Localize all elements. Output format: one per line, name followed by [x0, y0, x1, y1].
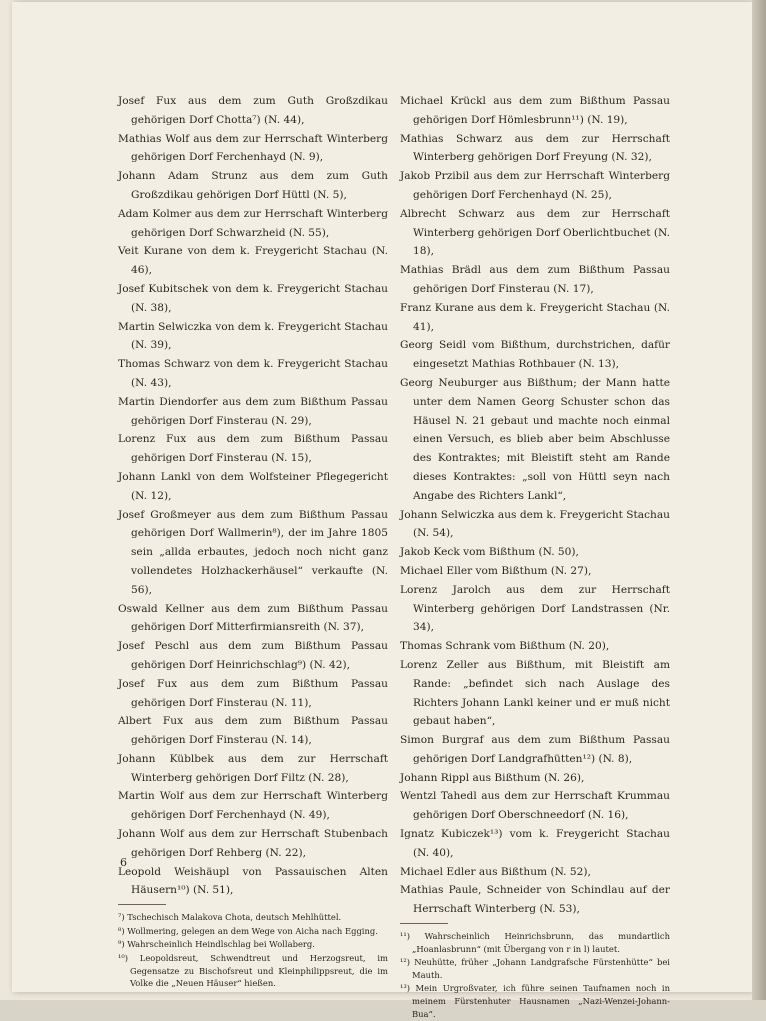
settler-entry: Jakob Przibil aus dem zur Herrschaft Winterberg gehörigen Dorf Ferchenhayd (N. 25), — [400, 170, 670, 201]
settler-entry: Franz Kurane aus dem k. Freygericht Stachau (N. 41), — [400, 301, 670, 333]
left-footnote-list — [118, 911, 388, 990]
page-number: 6 — [120, 856, 127, 869]
footnote: ¹¹) Wahrscheinlich Heinrichsbrunn, das mundartlich „Hoanlasbrunn“ (mit Übergang von r in l) lautet. — [400, 931, 670, 954]
settler-entry: Jakob Keck vom Bißthum (N. 50), — [400, 546, 579, 559]
settler-entry: Martin Selwiczka von dem k. Freygericht Stachau (N. 39), — [118, 320, 388, 352]
settler-entry: Josef Großmeyer aus dem zum Bißthum Passau gehörigen Dorf Wallmerin⁸), der im Jahre 1805 sein „allda erbautes, jedoch noch nicht ganz vollendetes Holzhackerhäusel“ verkaufte (N. 56), — [118, 508, 388, 596]
settler-entry: Johann Rippl aus Bißthum (N. 26), — [400, 771, 585, 784]
settler-entry: Martin Diendorfer aus dem zum Bißthum Passau gehörigen Dorf Finsterau (N. 29), — [118, 395, 388, 427]
settler-entry: Mathias Paule, Schneider von Schindlau auf der Herrschaft Winterberg (N. 53), — [400, 884, 670, 916]
footnote-rule-left — [118, 904, 166, 905]
settler-entry: Michael Krückl aus dem zum Bißthum Passau gehörigen Dorf Hömlesbrunn¹¹) (N. 19), — [400, 95, 670, 126]
settler-entry: Simon Burgraf aus dem zum Bißthum Passau gehörigen Dorf Landgrafhütten¹²) (N. 8), — [400, 734, 670, 765]
right-footnote-list — [400, 930, 670, 1020]
settler-entry: Michael Edler aus Bißthum (N. 52), — [400, 865, 591, 878]
left-column — [118, 92, 388, 991]
footnote: ¹³) Mein Urgroßvater, ich führe seinen Taufnamen noch in meinem Fürstenhuter Hausnamen „Nazi-Wenzei-Johann-Bua“. — [400, 983, 670, 1019]
right-entry-list — [400, 92, 670, 919]
settler-entry: Josef Peschl aus dem zum Bißthum Passau gehörigen Dorf Heinrichschlag⁹) (N. 42), — [118, 640, 388, 671]
settler-entry: Leopold Weishäupl von Passauischen Alten Häusern¹⁰) (N. 51), — [118, 865, 388, 897]
settler-entry: Mathias Brädl aus dem zum Bißthum Passau gehörigen Dorf Finsterau (N. 17), — [400, 264, 670, 295]
settler-entry: Mathias Wolf aus dem zur Herrschaft Winterberg gehörigen Dorf Ferchenhayd (N. 9), — [118, 132, 388, 164]
settler-entry: Ignatz Kubiczek¹³) vom k. Freygericht Stachau (N. 40), — [400, 828, 670, 859]
settler-entry: Thomas Schrank vom Bißthum (N. 20), — [400, 640, 610, 653]
settler-entry: Martin Wolf aus dem zur Herrschaft Winterberg gehörigen Dorf Ferchenhayd (N. 49), — [118, 790, 388, 822]
settler-entry: Michael Eller vom Bißthum (N. 27), — [400, 564, 592, 577]
footnote: ¹⁰) Leopoldsreut, Schwendtreut und Herzogsreut, im Gegensatze zu Bischofsreut und Kleinphilippsreut, die im Volke die „Neuen Häuser“ hießen. — [118, 953, 388, 989]
settler-entry: Lorenz Fux aus dem zum Bißthum Passau gehörigen Dorf Finsterau (N. 15), — [118, 433, 388, 465]
settler-entry: Mathias Schwarz aus dem zur Herrschaft Winterberg gehörigen Dorf Freyung (N. 32), — [400, 132, 670, 164]
footnote: ¹²) Neuhütte, früher „Johann Landgrafsche Fürstenhütte“ bei Mauth. — [400, 957, 670, 980]
settler-entry: Wentzl Tahedl aus dem zur Herrschaft Krummau gehörigen Dorf Oberschneedorf (N. 16), — [400, 790, 670, 822]
settler-entry: Johann Lankl von dem Wolfsteiner Pflegegericht (N. 12), — [118, 470, 388, 502]
settler-entry: Adam Kolmer aus dem zur Herrschaft Winterberg gehörigen Dorf Schwarzheid (N. 55), — [118, 207, 388, 239]
footnote: ⁸) Wollmering, gelegen an dem Wege von Aicha nach Egging. — [118, 925, 378, 936]
page-gutter — [752, 0, 766, 1000]
settler-entry: Johann Adam Strunz aus dem zum Guth Großzdikau gehörigen Dorf Hüttl (N. 5), — [118, 170, 388, 201]
settler-entry: Josef Kubitschek von dem k. Freygericht Stachau (N. 38), — [118, 282, 388, 314]
footnote: ⁷) Tschechisch Malakova Chota, deutsch Mehlhüttel. — [118, 912, 342, 923]
settler-entry: Lorenz Zeller aus Bißthum, mit Bleistift am Rande: „befindet sich nach Auslage des Richters Johann Lankl keiner und er muß nicht gebaut haben“, — [400, 658, 670, 728]
settler-entry: Johann Selwiczka aus dem k. Freygericht Stachau (N. 54), — [400, 508, 670, 540]
settler-entry: Albert Fux aus dem zum Bißthum Passau gehörigen Dorf Finsterau (N. 14), — [118, 715, 388, 747]
settler-entry: Josef Fux aus dem zum Bißthum Passau gehörigen Dorf Finsterau (N. 11), — [118, 677, 388, 709]
footnote-rule-right — [400, 923, 448, 924]
settler-entry: Veit Kurane von dem k. Freygericht Stachau (N. 46), — [118, 245, 388, 277]
settler-entry: Thomas Schwarz von dem k. Freygericht Stachau (N. 43), — [118, 358, 388, 389]
settler-entry: Oswald Kellner aus dem zum Bißthum Passau gehörigen Dorf Mitterfirmiansreith (N. 37), — [118, 602, 388, 634]
settler-entry: Johann Küblbek aus dem zur Herrschaft Winterberg gehörigen Dorf Filtz (N. 28), — [118, 752, 388, 784]
settler-entry: Georg Seidl vom Bißthum, durchstrichen, dafür eingesetzt Mathias Rothbauer (N. 13), — [400, 339, 670, 371]
settler-entry: Johann Wolf aus dem zur Herrschaft Stubenbach gehörigen Dorf Rehberg (N. 22), — [118, 828, 388, 859]
settler-entry: Lorenz Jarolch aus dem zur Herrschaft Winterberg gehörigen Dorf Landstrassen (Nr. 34), — [400, 583, 670, 634]
left-entry-list — [118, 92, 388, 900]
right-column — [400, 92, 670, 1021]
settler-entry: Albrecht Schwarz aus dem zur Herrschaft Winterberg gehörigen Dorf Oberlichtbuchet (N. 18), — [400, 207, 670, 258]
settler-entry: Josef Fux aus dem zum Guth Großzdikau gehörigen Dorf Chotta⁷) (N. 44), — [118, 95, 388, 126]
footnote: ⁹) Wahrscheinlich Heindlschlag bei Wollaberg. — [118, 939, 315, 950]
settler-entry: Georg Neuburger aus Bißthum; der Mann hatte unter dem Namen Georg Schuster schon das Häusel N. 21 gebaut und machte noch einmal einen Versuch, es blieb aber beim Abschlusse des Kontraktes; mit Bleistift steht am Rande dieses Kontraktes: „soll von Hüttl seyn nach Angabe des Richters Lankl“, — [400, 376, 670, 502]
